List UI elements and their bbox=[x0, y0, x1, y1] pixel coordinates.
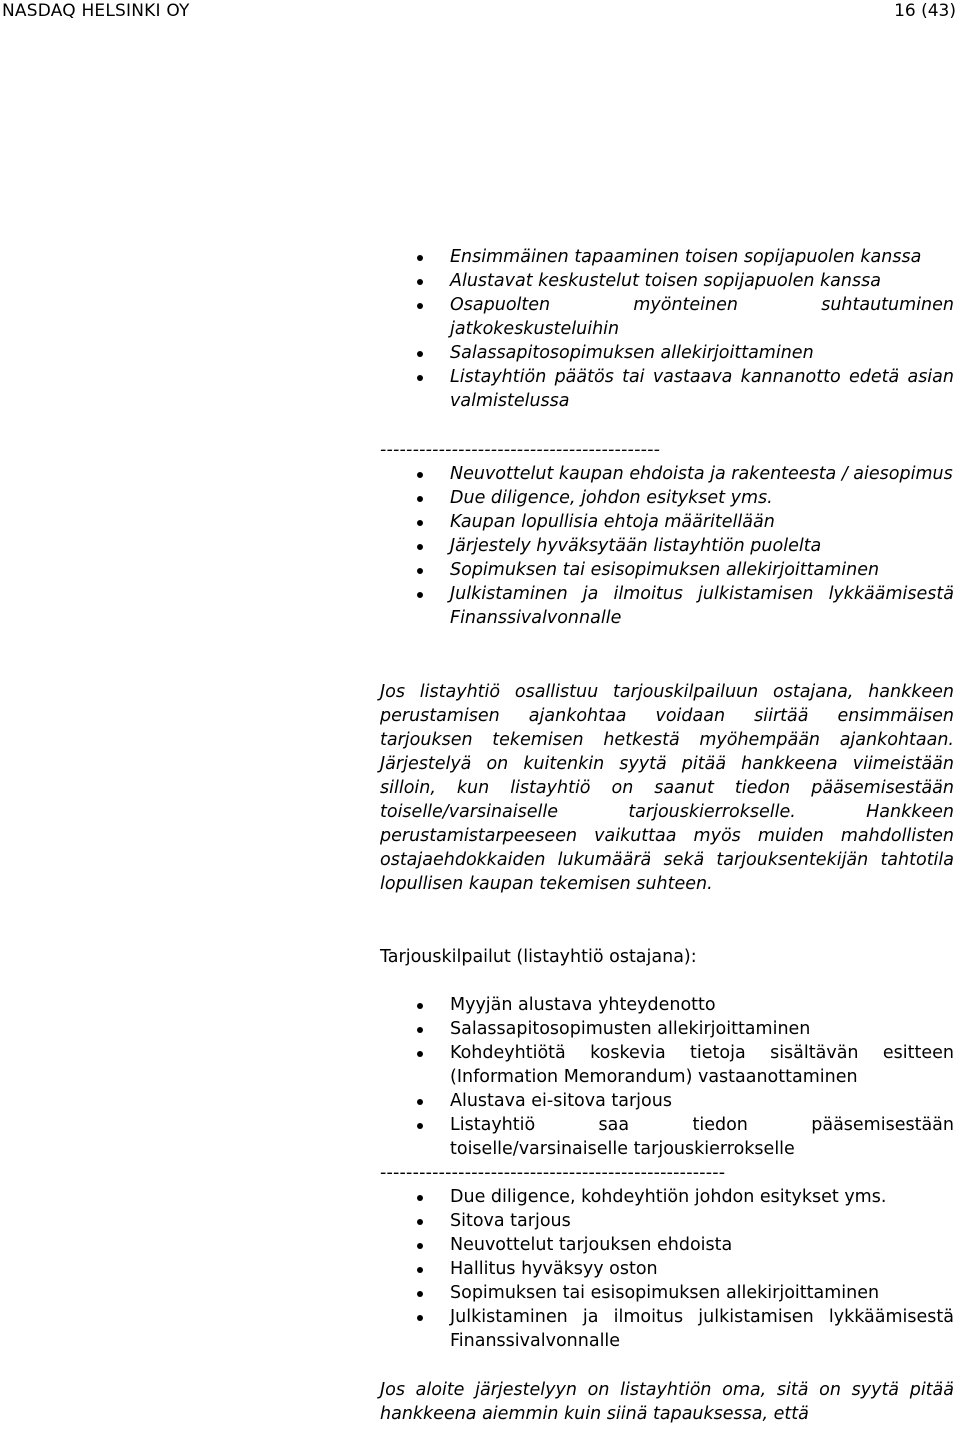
list-item: Ensimmäinen tapaaminen toisen sopijapuolen kanssa bbox=[380, 245, 954, 269]
bullet-list-2 bbox=[380, 462, 954, 630]
list-item: Kaupan lopullisia ehtoja määritellään bbox=[380, 510, 954, 534]
bullet-list-1 bbox=[380, 245, 954, 413]
bullet-list-4 bbox=[380, 1185, 954, 1353]
paragraph: Jos listayhtiö osallistuu tarjouskilpailuun ostajana, hankkeen perustamisen ajankohtaa voidaan siirtää ensimmäisen tarjouksen tekemisen hetkestä myöhempään ajankohtaan. Järjestelyä on kuitenkin syytä pitää hankkeena viimeistään silloin, kun listayhtiö on saanut tiedon pääsemisestään toiselle/varsinaiselle tarjouskierrokselle. Hankkeen perustamistarpeeseen vaikuttaa myös muiden mahdollisten ostajaehdokkaiden lukumäärä sekä tarjouksentekijän tahtotila lopullisen kaupan tekemisen suhteen. bbox=[380, 682, 954, 894]
paragraph: Jos aloite järjestelyyn on listayhtiön oma, sitä on syytä pitää hankkeena aiemmin kuin siinä tapauksessa, että bbox=[380, 1380, 954, 1424]
list-item: Alustavat keskustelut toisen sopijapuolen kanssa bbox=[380, 269, 954, 293]
dash-separator: ------------------------------------------- bbox=[380, 440, 661, 460]
page-number: 16 (43) bbox=[894, 1, 956, 21]
list-item: Kohdeyhtiötä koskevia tietoja sisältävän esitteen (Information Memorandum) vastaanottaminen bbox=[380, 1041, 954, 1089]
list-item: Salassapitosopimusten allekirjoittaminen bbox=[380, 1017, 954, 1041]
list-item: Listayhtiön päätös tai vastaava kannanotto edetä asian valmistelussa bbox=[380, 365, 954, 413]
page-header bbox=[0, 0, 960, 24]
list-item: Due diligence, johdon esitykset yms. bbox=[380, 486, 954, 510]
dash-separator: ----------------------------------------------------- bbox=[380, 1163, 726, 1183]
bullet-list-3 bbox=[380, 993, 954, 1161]
list-item: Hallitus hyväksyy oston bbox=[380, 1257, 954, 1281]
list-item: Myyjän alustava yhteydenotto bbox=[380, 993, 954, 1017]
list-item: Järjestely hyväksytään listayhtiön puolelta bbox=[380, 534, 954, 558]
list-item: Due diligence, kohdeyhtiön johdon esitykset yms. bbox=[380, 1185, 954, 1209]
section-heading: Tarjouskilpailut (listayhtiö ostajana): bbox=[380, 947, 697, 967]
list-item: Osapuolten myönteinen suhtautuminen jatkokeskusteluihin bbox=[380, 293, 954, 341]
company-name: NASDAQ HELSINKI OY bbox=[2, 1, 190, 21]
list-item: Neuvottelut tarjouksen ehdoista bbox=[380, 1233, 954, 1257]
list-item: Julkistaminen ja ilmoitus julkistamisen lykkäämisestä Finanssivalvonnalle bbox=[380, 582, 954, 630]
list-item: Julkistaminen ja ilmoitus julkistamisen lykkäämisestä Finanssivalvonnalle bbox=[380, 1305, 954, 1353]
list-item: Alustava ei-sitova tarjous bbox=[380, 1089, 954, 1113]
list-item: Sitova tarjous bbox=[380, 1209, 954, 1233]
list-item: Sopimuksen tai esisopimuksen allekirjoittaminen bbox=[380, 1281, 954, 1305]
list-item: Neuvottelut kaupan ehdoista ja rakenteesta / aiesopimus bbox=[380, 462, 954, 486]
list-item: Salassapitosopimuksen allekirjoittaminen bbox=[380, 341, 954, 365]
list-item: Sopimuksen tai esisopimuksen allekirjoittaminen bbox=[380, 558, 954, 582]
list-item: Listayhtiö saa tiedon pääsemisestään toiselle/varsinaiselle tarjouskierrokselle bbox=[380, 1113, 954, 1161]
